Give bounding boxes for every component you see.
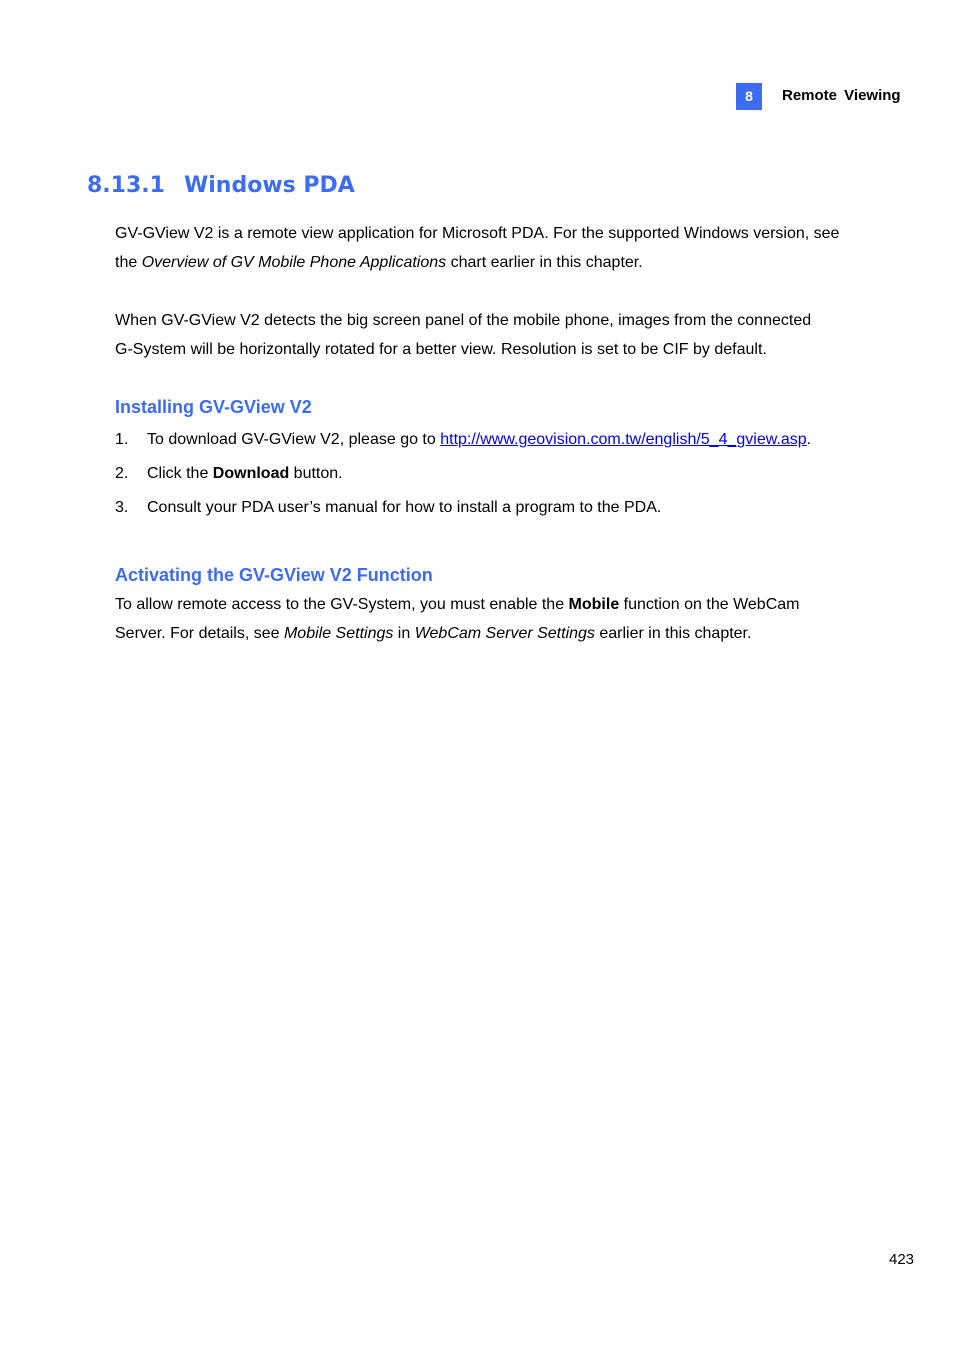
list-item-number: 2. <box>115 465 129 482</box>
list-item-number: 1. <box>115 431 129 448</box>
download-link[interactable]: http://www.geovision.com.tw/english/5_4_gview.asp <box>440 431 807 448</box>
page-number: 423 <box>889 1251 915 1268</box>
list-item: 2. Click the Download button. <box>115 463 343 485</box>
section-title: Windows PDA <box>184 173 355 198</box>
chapter-number-badge: 8 <box>736 83 762 110</box>
webcam-server-settings-reference: WebCam Server Settings <box>414 625 595 642</box>
list-item: 3. Consult your PDA user’s manual for how to install a program to the PDA. <box>115 497 661 519</box>
activating-paragraph: To allow remote access to the GV-System, you must enable the Mobile function on the WebCam Server. For details, see Mobile Settings in WebCam Server Settings earlier in this chapter. <box>115 596 800 642</box>
download-button-reference: Download <box>212 465 290 482</box>
list-item: 1. To download GV-GView V2, please go to http://www.geovision.com.tw/english/5_4_gview.asp. <box>115 429 811 451</box>
overview-reference: Overview of GV Mobile Phone Applications <box>141 254 447 271</box>
activating-heading: Activating the GV-GView V2 Function <box>115 565 433 585</box>
list-item-number: 3. <box>115 499 129 516</box>
chapter-title: Remote Viewing <box>782 87 901 104</box>
section-number: 8.13.1 <box>87 173 165 198</box>
intro-paragraph-2: When GV-GView V2 detects the big screen panel of the mobile phone, images from the connected G-System will be horizontally rotated for a better view. Resolution is set to be CIF by default. <box>115 312 812 358</box>
section-heading <box>87 170 355 202</box>
mobile-setting-reference: Mobile <box>568 596 620 613</box>
intro-paragraph-1: GV-GView V2 is a remote view application for Microsoft PDA. For the supported Windows version, see the Overview of GV Mobile Phone Applications chart earlier in this chapter. <box>115 225 840 271</box>
mobile-settings-reference: Mobile Settings <box>283 625 394 642</box>
installing-heading: Installing GV-GView V2 <box>115 397 312 417</box>
